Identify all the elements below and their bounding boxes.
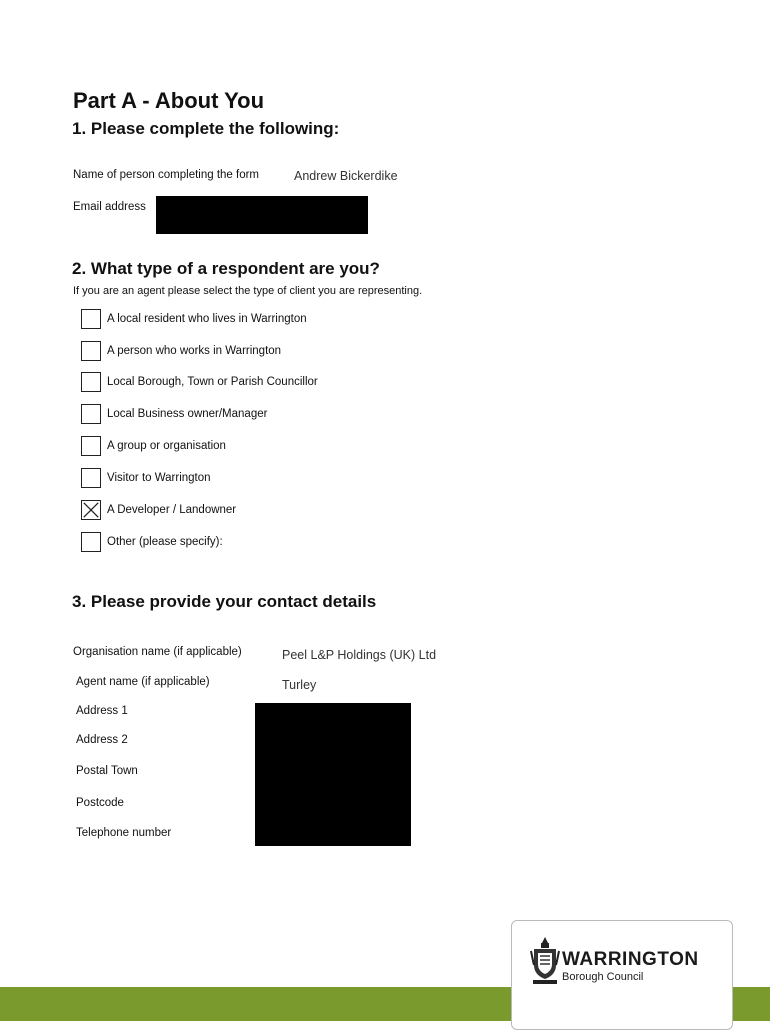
council-logo — [511, 920, 733, 1030]
email-field-redacted[interactable] — [156, 196, 368, 234]
checkbox[interactable] — [81, 372, 101, 392]
org-field[interactable]: Peel L&P Holdings (UK) Ltd — [282, 648, 437, 662]
name-label: Name of person completing the form — [73, 169, 260, 181]
respondent-option-label: A person who works in Warrington — [107, 345, 282, 357]
section2-instruction: If you are an agent please select the type of client you are representing. — [73, 285, 423, 297]
address1-label: Address 1 — [76, 705, 128, 717]
agent-field[interactable]: Turley — [282, 678, 317, 692]
cross-icon — [82, 501, 100, 519]
respondent-option[interactable] — [81, 307, 307, 331]
respondent-option[interactable] — [81, 466, 211, 490]
email-label: Email address — [73, 201, 146, 213]
section3-heading: 3. Please provide your contact details — [72, 592, 377, 611]
respondent-option-label: Visitor to Warrington — [107, 472, 211, 484]
section2-heading: 2. What type of a respondent are you? — [72, 259, 380, 278]
checkbox[interactable] — [81, 532, 101, 552]
checkbox[interactable] — [81, 404, 101, 424]
respondent-option[interactable] — [81, 530, 223, 554]
respondent-option-label: A local resident who lives in Warrington — [107, 313, 307, 325]
respondent-option-label: A Developer / Landowner — [107, 504, 237, 516]
crest-icon — [530, 935, 560, 987]
respondent-option[interactable] — [81, 370, 318, 394]
respondent-option-label: Local Borough, Town or Parish Councillor — [107, 376, 318, 388]
address2-label: Address 2 — [76, 734, 128, 746]
org-label: Organisation name (if applicable) — [73, 646, 242, 658]
postcode-label: Postcode — [76, 797, 124, 809]
logo-subtitle: Borough Council — [562, 971, 644, 983]
checkbox[interactable] — [81, 468, 101, 488]
telephone-label: Telephone number — [76, 827, 172, 839]
respondent-option-label: Local Business owner/Manager — [107, 408, 268, 420]
section1-heading: 1. Please complete the following: — [72, 119, 340, 138]
respondent-option[interactable] — [81, 434, 226, 458]
checkbox-checked[interactable] — [81, 500, 101, 520]
part-title: Part A - About You — [73, 88, 265, 113]
checkbox[interactable] — [81, 341, 101, 361]
postal-town-label: Postal Town — [76, 765, 138, 777]
checkbox[interactable] — [81, 309, 101, 329]
checkbox[interactable] — [81, 436, 101, 456]
logo-title: WARRINGTON — [562, 949, 699, 970]
respondent-option[interactable] — [81, 339, 281, 363]
contact-details-redacted[interactable] — [255, 703, 411, 846]
respondent-option-label: A group or organisation — [107, 440, 226, 452]
name-field[interactable]: Andrew Bickerdike — [294, 169, 398, 183]
respondent-option[interactable] — [81, 402, 267, 426]
respondent-option-label: Other (please specify): — [107, 536, 223, 548]
agent-label: Agent name (if applicable) — [76, 676, 210, 688]
respondent-option[interactable] — [81, 498, 236, 522]
